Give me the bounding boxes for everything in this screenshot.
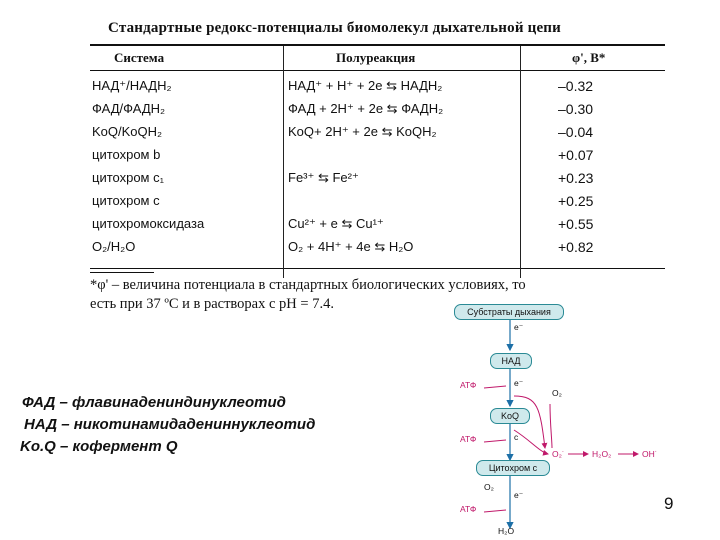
cell-potential: +0.25 [558, 193, 594, 209]
atp-label: АТФ [460, 434, 477, 444]
table-row [90, 237, 665, 260]
cell-potential: –0.30 [558, 101, 594, 117]
table-row [90, 214, 665, 237]
table-row [90, 99, 665, 122]
table-row [90, 145, 665, 168]
substrates-box: Субстраты дыхания [454, 304, 564, 320]
table-row [90, 191, 665, 214]
footnote-rule [90, 272, 154, 273]
cell-half-reaction: Fe³⁺ ⇆ Fe²⁺ [288, 170, 359, 185]
cell-potential: –0.32 [558, 78, 594, 94]
cell-system: НАД⁺/НАДН₂ [92, 78, 172, 93]
abbreviation-koq: Ko.Q – кофермент Q [20, 438, 178, 455]
header-potential: φ', В* [572, 50, 606, 65]
table-top-rule [90, 44, 665, 46]
cell-half-reaction: Cu²⁺ + е ⇆ Cu¹⁺ [288, 216, 384, 231]
cell-system: цитохром b [92, 147, 161, 162]
header-system: Система [114, 50, 165, 65]
table-header-rule [90, 70, 665, 71]
cell-potential: +0.23 [558, 170, 594, 186]
nad-box: НАД [490, 353, 532, 369]
redox-potential-table [90, 10, 665, 310]
cell-system: цитохромоксидаза [92, 216, 205, 231]
atp-link [484, 386, 506, 388]
cell-system: цитохром с [92, 193, 160, 208]
cell-half-reaction: НАД⁺ + Н⁺ + 2е ⇆ НАДН₂ [288, 78, 443, 93]
h2o-label: H₂O [498, 526, 515, 536]
electron-label: е⁻ [514, 490, 524, 500]
cell-half-reaction: O₂ + 4H⁺ + 4e ⇆ H₂O [288, 239, 414, 254]
atp-label: АТФ [460, 380, 477, 390]
cell-potential: +0.07 [558, 147, 594, 163]
cell-potential: +0.55 [558, 216, 594, 232]
table-row [90, 168, 665, 191]
abbreviation-fad: ФАД – флавинадениндинуклеотид [22, 394, 286, 411]
respiratory-chain-diagram [440, 300, 690, 540]
atp-link [484, 510, 506, 512]
atp-link [484, 440, 506, 442]
cell-half-reaction: ФАД + 2Н⁺ + 2е ⇆ ФАДН₂ [288, 101, 444, 116]
abbreviation-nad: НАД – никотинамидадениннуклеотид [24, 416, 316, 433]
cell-system: O₂/H₂O [92, 239, 136, 254]
h2o2-label: H₂O₂ [592, 449, 612, 459]
o2-label: O₂ [552, 388, 562, 398]
electron-label: е⁻ [514, 322, 524, 332]
cell-half-reaction: KoQ+ 2H⁺ + 2e ⇆ KoQH₂ [288, 124, 437, 139]
oh-radical-label: OH˙ [642, 449, 658, 459]
cell-system: KoQ/KoQH₂ [92, 124, 163, 139]
o2-radical-label: O₂˙ [552, 449, 565, 459]
footnote-line: *φ' – величина потенциала в стандартных биологических условиях, то [90, 277, 526, 293]
o2-label: O₂ [484, 482, 494, 492]
electron-label: е⁻ [514, 378, 524, 388]
atp-label: АТФ [460, 504, 477, 514]
o2-side-arrow [550, 404, 552, 448]
koq-box: KoQ [490, 408, 530, 424]
cell-potential: +0.82 [558, 239, 594, 255]
cell-system: ФАД/ФАДН₂ [92, 101, 166, 116]
table-title: Стандартные редокс-потенциалы биомолекул дыхательной цепи [108, 20, 561, 36]
header-half-reaction: Полуреакция [336, 50, 416, 65]
footnote-line: есть при 37 ºС и в растворах с рН = 7.4. [90, 296, 334, 312]
cell-potential: –0.04 [558, 124, 594, 140]
chain-arrows [440, 300, 690, 540]
table-row [90, 122, 665, 145]
cytochrome-box: Цитохром с [476, 460, 550, 476]
cell-system: цитохром с₁ [92, 170, 164, 185]
table-bottom-rule [90, 268, 665, 269]
table-row [90, 76, 665, 99]
c-label: с [514, 432, 519, 442]
page-number: 9 [664, 494, 674, 513]
